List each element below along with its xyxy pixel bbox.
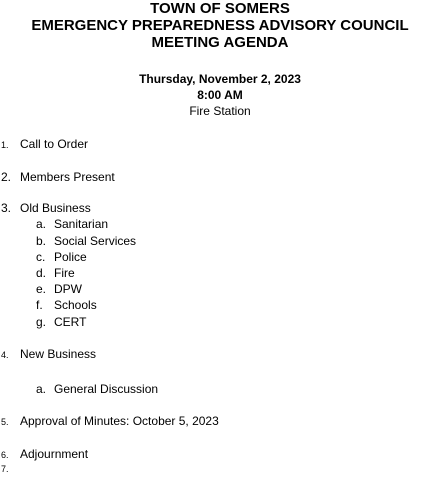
agenda-item-number: 4. [1,350,9,360]
agenda-item-number: 5. [1,417,9,427]
sub-item-letter: a. [36,217,47,231]
document-title: MEETING AGENDA [151,34,289,51]
sub-item-label: Police [54,250,87,264]
agenda-item-number: 3. [1,201,12,215]
agenda-item-label: Old Business [20,201,91,215]
agenda-item-number: 2. [1,170,12,184]
agenda-item-label: Adjournment [20,447,89,461]
agenda-item-number: 7. [1,464,9,474]
sub-item-label: Fire [54,266,75,280]
agenda-item-label: Members Present [20,170,115,184]
sub-item-sanitarian [36,216,108,232]
agenda-item-label: Approval of Minutes: October 5, 2023 [20,414,219,428]
agenda-item-label: Call to Order [20,137,89,151]
town-name: TOWN OF SOMERS [150,0,290,17]
sub-item-letter: f. [36,298,43,312]
agenda-item-members-present [0,169,115,185]
meeting-date: Thursday, November 2, 2023 [139,72,301,86]
meeting-location: Fire Station [189,104,251,118]
sub-item-letter: g. [36,315,47,329]
sub-item-fire [36,265,75,281]
sub-item-dpw [36,281,82,297]
document-header [0,0,440,51]
sub-item-letter: e. [36,282,47,296]
sub-item-label: Sanitarian [54,217,109,231]
agenda-item-number: 1. [1,140,9,150]
sub-item-label: DPW [54,282,82,296]
sub-item-label: Schools [54,298,97,312]
agenda-item-approval-of-minutes [0,413,219,430]
agenda-item-old-business [0,200,91,216]
sub-item-cert [36,314,86,330]
sub-item-letter: a. [36,382,47,396]
agenda-item-call-to-order [0,136,88,153]
council-name: EMERGENCY PREPAREDNESS ADVISORY COUNCIL [31,17,409,34]
meeting-time: 8:00 AM [197,88,243,102]
sub-item-schools [36,297,97,313]
agenda-item-label: New Business [20,347,97,361]
meeting-details [0,71,440,119]
agenda-item-empty [0,460,20,477]
sub-item-letter: d. [36,266,47,280]
sub-item-police [36,249,87,265]
sub-item-letter: b. [36,234,47,248]
sub-item-letter: c. [36,250,46,264]
sub-item-label: General Discussion [54,382,159,396]
sub-item-general-discussion [36,381,158,397]
sub-item-label: Social Services [54,234,137,248]
sub-item-social-services [36,233,136,249]
agenda-item-new-business [0,346,96,363]
sub-item-label: CERT [54,315,87,329]
agenda-item-number: 6. [1,450,9,460]
